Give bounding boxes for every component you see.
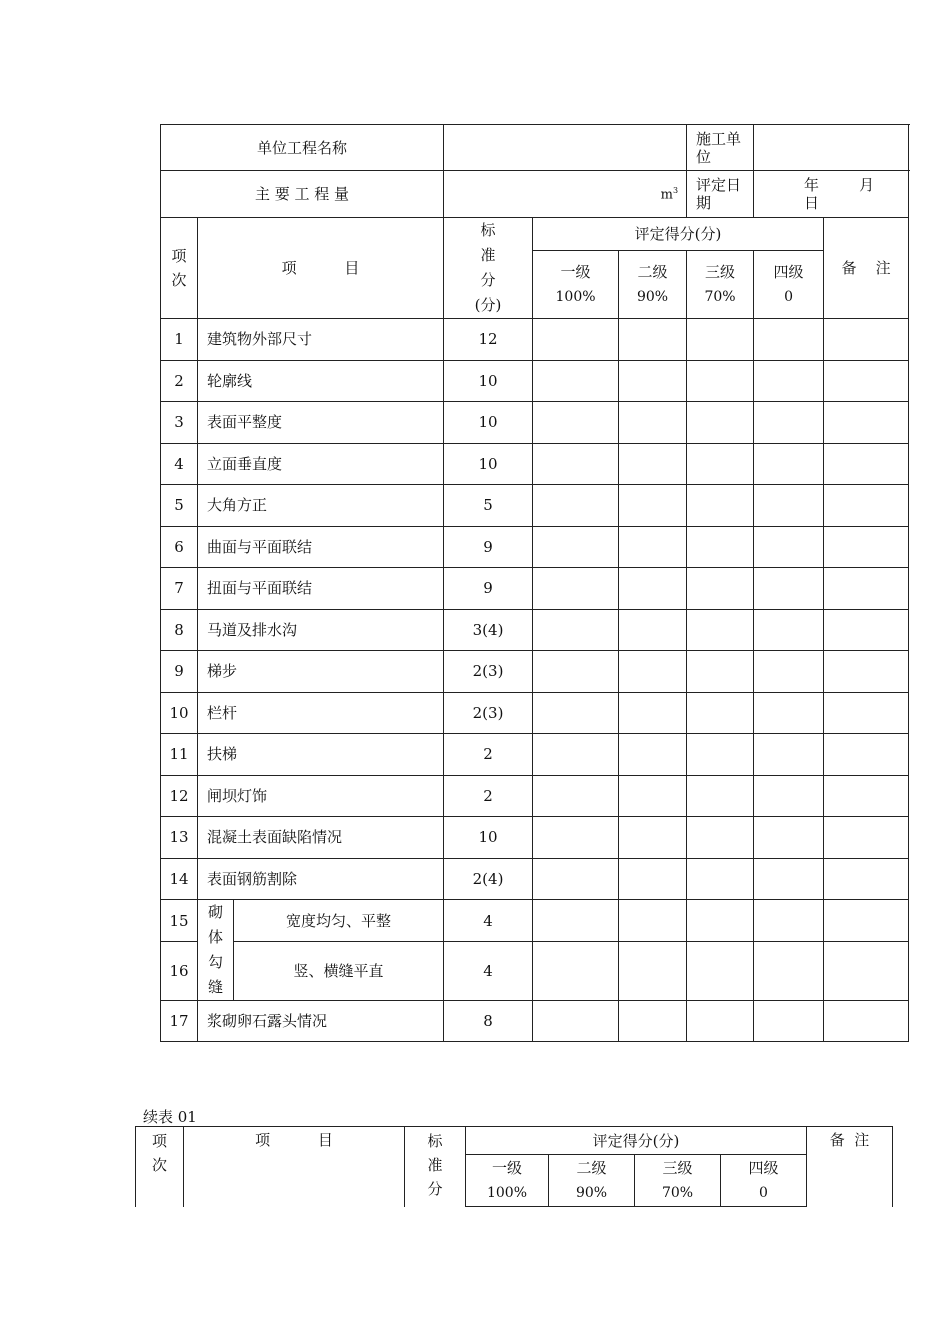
score-cell-grade-1[interactable]	[533, 900, 619, 942]
score-cell-grade-1[interactable]	[533, 651, 619, 693]
row-standard: 4	[444, 900, 533, 942]
row-item: 浆砌卵石露头情况	[198, 1001, 444, 1042]
grade-2-header: 二级 90%	[619, 251, 687, 319]
row-index: 6	[161, 526, 198, 568]
grade-4-header: 四级 0	[754, 251, 824, 319]
remarks-cell[interactable]	[824, 609, 909, 651]
row-standard: 12	[444, 319, 533, 361]
row-index: 16	[161, 942, 198, 1001]
score-cell-grade-3[interactable]	[687, 942, 754, 1001]
score-cell-grade-2[interactable]	[619, 443, 687, 485]
grade-1-header: 一级 100%	[533, 251, 619, 319]
score-cell-grade-3[interactable]	[687, 692, 754, 734]
score-cell-grade-3[interactable]	[687, 900, 754, 942]
score-cell-grade-4[interactable]	[754, 319, 824, 361]
score-cell-grade-1[interactable]	[533, 443, 619, 485]
score-cell-grade-2[interactable]	[619, 402, 687, 444]
table-row	[161, 526, 909, 568]
row-standard: 2	[444, 775, 533, 817]
score-cell-grade-3[interactable]	[687, 734, 754, 776]
row-item: 建筑物外部尺寸	[198, 319, 444, 361]
score-cell-grade-4[interactable]	[754, 526, 824, 568]
row-index: 3	[161, 402, 198, 444]
row-standard: 9	[444, 526, 533, 568]
remarks-cell[interactable]	[824, 775, 909, 817]
row-item: 扶梯	[198, 734, 444, 776]
table-row	[161, 775, 909, 817]
score-cell-grade-2[interactable]	[619, 942, 687, 1001]
score-cell-grade-4[interactable]	[754, 651, 824, 693]
row-standard: 5	[444, 485, 533, 527]
date-month: 月	[859, 176, 875, 194]
score-cell-grade-3[interactable]	[687, 443, 754, 485]
score-cell-grade-3[interactable]	[687, 858, 754, 900]
score-cell-grade-2[interactable]	[619, 526, 687, 568]
remarks-cell[interactable]	[824, 858, 909, 900]
remarks-cell[interactable]	[824, 402, 909, 444]
row-standard: 9	[444, 568, 533, 610]
remarks-cell[interactable]	[824, 817, 909, 859]
score-cell-grade-4[interactable]	[754, 1001, 824, 1042]
evaluation-table	[160, 124, 909, 1042]
cont-standard-header: 标 准 分	[405, 1127, 466, 1207]
row-index: 5	[161, 485, 198, 527]
score-cell-grade-3[interactable]	[687, 651, 754, 693]
row-standard: 10	[444, 402, 533, 444]
grade-3-header: 三级 70%	[687, 251, 754, 319]
score-cell-grade-3[interactable]	[687, 526, 754, 568]
score-cell-grade-4[interactable]	[754, 568, 824, 610]
score-cell-grade-4[interactable]	[754, 734, 824, 776]
score-cell-grade-1[interactable]	[533, 1001, 619, 1042]
unit-project-row	[161, 125, 909, 171]
row-index: 7	[161, 568, 198, 610]
standard-header: 标 准 分 (分)	[444, 218, 533, 319]
score-cell-grade-4[interactable]	[754, 443, 824, 485]
row-index: 8	[161, 609, 198, 651]
eval-date-field[interactable]	[754, 171, 909, 218]
table-row	[161, 1001, 909, 1042]
remarks-cell[interactable]	[824, 942, 909, 1001]
table-row	[161, 319, 909, 361]
main-quantity-field[interactable]	[444, 171, 687, 218]
score-cell-grade-4[interactable]	[754, 485, 824, 527]
cont-index-header: 项 次	[136, 1127, 184, 1207]
remarks-cell[interactable]	[824, 568, 909, 610]
row-item: 大角方正	[198, 485, 444, 527]
score-cell-grade-1[interactable]	[533, 360, 619, 402]
score-cell-grade-2[interactable]	[619, 1001, 687, 1042]
row-index: 1	[161, 319, 198, 361]
cont-item-header: 项 目	[184, 1127, 405, 1207]
row-item: 混凝土表面缺陷情况	[198, 817, 444, 859]
score-cell-grade-3[interactable]	[687, 817, 754, 859]
row-standard: 2(4)	[444, 858, 533, 900]
score-cell-grade-2[interactable]	[619, 319, 687, 361]
score-cell-grade-4[interactable]	[754, 775, 824, 817]
masonry-group-label: 砌 体 勾 缝	[198, 900, 234, 1001]
score-cell-grade-2[interactable]	[619, 651, 687, 693]
row-standard: 10	[444, 817, 533, 859]
cont-score-header: 评定得分(分)	[466, 1127, 807, 1155]
cont-remarks-header: 备 注	[807, 1127, 893, 1207]
score-cell-grade-3[interactable]	[687, 485, 754, 527]
table-row	[161, 402, 909, 444]
score-cell-grade-4[interactable]	[754, 942, 824, 1001]
score-cell-grade-2[interactable]	[619, 692, 687, 734]
score-cell-grade-2[interactable]	[619, 734, 687, 776]
score-cell-grade-3[interactable]	[687, 775, 754, 817]
table-row	[161, 900, 909, 942]
table-row	[161, 692, 909, 734]
score-cell-grade-3[interactable]	[687, 402, 754, 444]
construction-unit-label: 施工单位	[687, 125, 754, 171]
cont-grade-1-header: 一级 100%	[466, 1155, 549, 1207]
remarks-cell[interactable]	[824, 443, 909, 485]
score-cell-grade-3[interactable]	[687, 360, 754, 402]
table-row	[161, 609, 909, 651]
score-cell-grade-4[interactable]	[754, 360, 824, 402]
score-cell-grade-3[interactable]	[687, 1001, 754, 1042]
score-cell-grade-1[interactable]	[533, 319, 619, 361]
remarks-cell[interactable]	[824, 319, 909, 361]
remarks-header: 备 注	[824, 218, 909, 319]
cont-grade-4-header: 四级 0	[721, 1155, 807, 1207]
row-standard: 10	[444, 443, 533, 485]
row-item: 竖、横缝平直	[234, 942, 444, 1001]
quantity-unit: m	[660, 186, 673, 202]
remarks-cell[interactable]	[824, 1001, 909, 1042]
remarks-cell[interactable]	[824, 360, 909, 402]
remarks-cell[interactable]	[824, 526, 909, 568]
score-cell-grade-1[interactable]	[533, 485, 619, 527]
table-row	[161, 942, 909, 1001]
score-cell-grade-3[interactable]	[687, 319, 754, 361]
main-quantity-label: 主 要 工 程 量	[161, 171, 444, 218]
remarks-cell[interactable]	[824, 692, 909, 734]
item-header: 项 目	[198, 218, 444, 319]
table-row	[161, 485, 909, 527]
quantity-row	[161, 171, 909, 218]
table-row	[161, 734, 909, 776]
row-standard: 8	[444, 1001, 533, 1042]
date-year: 年	[804, 176, 820, 194]
score-header: 评定得分(分)	[533, 218, 824, 251]
score-cell-grade-4[interactable]	[754, 402, 824, 444]
score-cell-grade-1[interactable]	[533, 609, 619, 651]
row-item: 表面钢筋割除	[198, 858, 444, 900]
quantity-unit-sup: 3	[672, 185, 679, 195]
date-day: 日	[804, 194, 820, 212]
continuation-title: 续表 01	[143, 1108, 197, 1126]
score-cell-grade-1[interactable]	[533, 817, 619, 859]
score-cell-grade-2[interactable]	[619, 360, 687, 402]
cont-grade-3-header: 三级 70%	[635, 1155, 721, 1207]
column-header-row-1	[161, 218, 909, 251]
score-cell-grade-2[interactable]	[619, 775, 687, 817]
score-cell-grade-1[interactable]	[533, 568, 619, 610]
row-item: 立面垂直度	[198, 443, 444, 485]
score-cell-grade-2[interactable]	[619, 858, 687, 900]
score-cell-grade-1[interactable]	[533, 692, 619, 734]
row-standard: 2(3)	[444, 651, 533, 693]
row-index: 4	[161, 443, 198, 485]
eval-date-label: 评定日期	[687, 171, 754, 218]
row-index: 12	[161, 775, 198, 817]
cont-grade-2-header: 二级 90%	[549, 1155, 635, 1207]
score-cell-grade-1[interactable]	[533, 734, 619, 776]
table-row	[161, 858, 909, 900]
score-cell-grade-1[interactable]	[533, 858, 619, 900]
score-cell-grade-4[interactable]	[754, 692, 824, 734]
row-index: 15	[161, 900, 198, 942]
row-index: 11	[161, 734, 198, 776]
row-item: 宽度均匀、平整	[234, 900, 444, 942]
table-row	[161, 817, 909, 859]
row-standard: 3(4)	[444, 609, 533, 651]
score-cell-grade-2[interactable]	[619, 817, 687, 859]
table-row	[161, 360, 909, 402]
score-cell-grade-2[interactable]	[619, 609, 687, 651]
score-cell-grade-2[interactable]	[619, 568, 687, 610]
score-cell-grade-4[interactable]	[754, 900, 824, 942]
row-item: 曲面与平面联结	[198, 526, 444, 568]
remarks-cell[interactable]	[824, 734, 909, 776]
score-cell-grade-3[interactable]	[687, 609, 754, 651]
score-cell-grade-1[interactable]	[533, 942, 619, 1001]
row-standard: 2	[444, 734, 533, 776]
table-row	[161, 651, 909, 693]
table-row	[161, 568, 909, 610]
score-cell-grade-2[interactable]	[619, 485, 687, 527]
construction-unit-field[interactable]	[754, 125, 909, 171]
remarks-cell[interactable]	[824, 651, 909, 693]
score-cell-grade-1[interactable]	[533, 402, 619, 444]
row-index: 10	[161, 692, 198, 734]
row-index: 14	[161, 858, 198, 900]
row-item: 闸坝灯饰	[198, 775, 444, 817]
table-row	[161, 443, 909, 485]
row-item: 栏杆	[198, 692, 444, 734]
row-index: 13	[161, 817, 198, 859]
index-header: 项 次	[161, 218, 198, 319]
row-standard: 4	[444, 942, 533, 1001]
score-cell-grade-4[interactable]	[754, 609, 824, 651]
score-cell-grade-1[interactable]	[533, 526, 619, 568]
row-item: 扭面与平面联结	[198, 568, 444, 610]
score-cell-grade-3[interactable]	[687, 568, 754, 610]
row-index: 9	[161, 651, 198, 693]
row-item: 轮廓线	[198, 360, 444, 402]
row-item: 表面平整度	[198, 402, 444, 444]
score-cell-grade-1[interactable]	[533, 775, 619, 817]
score-cell-grade-2[interactable]	[619, 900, 687, 942]
remarks-cell[interactable]	[824, 900, 909, 942]
remarks-cell[interactable]	[824, 485, 909, 527]
unit-project-field[interactable]	[444, 125, 687, 171]
row-item: 梯步	[198, 651, 444, 693]
row-item: 马道及排水沟	[198, 609, 444, 651]
row-index: 2	[161, 360, 198, 402]
score-cell-grade-4[interactable]	[754, 817, 824, 859]
row-standard: 10	[444, 360, 533, 402]
continuation-table	[135, 1126, 893, 1207]
row-standard: 2(3)	[444, 692, 533, 734]
unit-project-label: 单位工程名称	[161, 125, 444, 171]
row-index: 17	[161, 1001, 198, 1042]
score-cell-grade-4[interactable]	[754, 858, 824, 900]
